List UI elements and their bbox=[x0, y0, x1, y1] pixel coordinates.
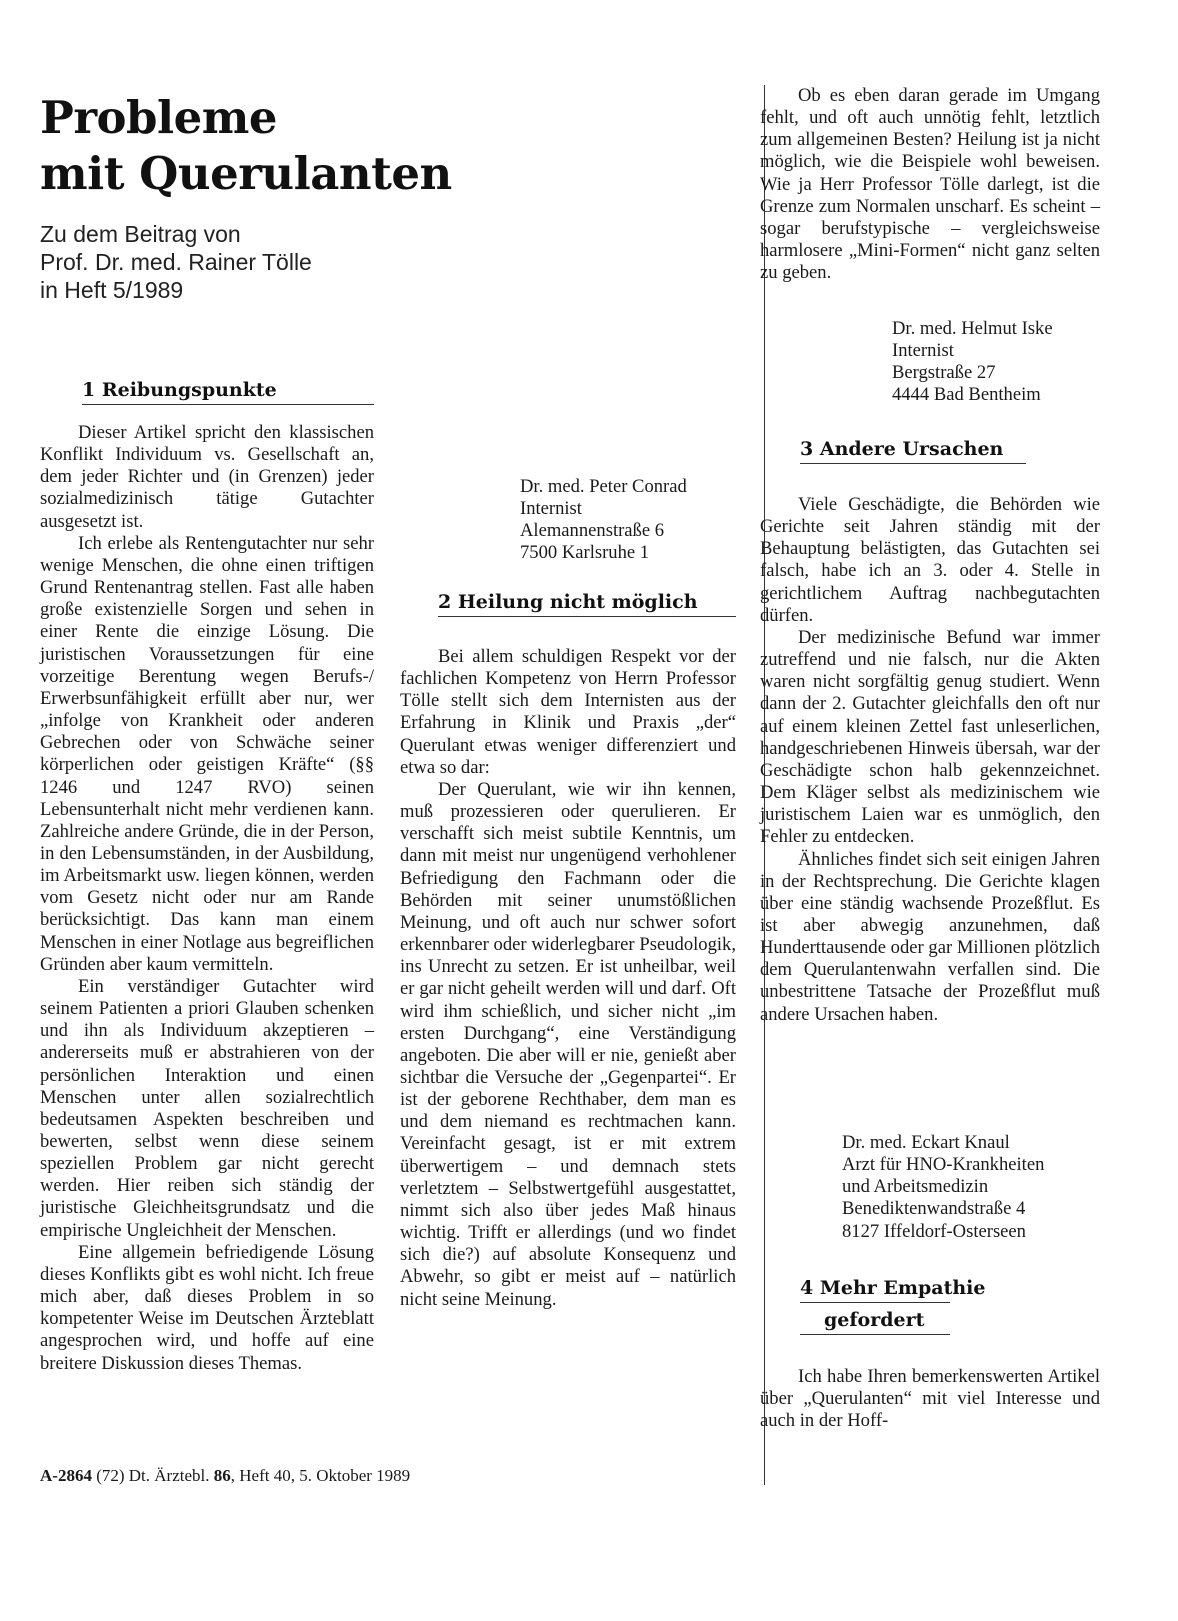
section-heading-2: 2 Heilung nicht möglich bbox=[438, 591, 698, 613]
signature-line: Benediktenwandstraße 4 bbox=[842, 1198, 1026, 1220]
paragraph: Eine allgemein befriedigende Lösung dieses Konflikts gibt es wohl nicht. Ich freue mich aber, daß dieses Problem in so kompetenter Weise im Deutschen Ärzteblatt angesprochen wird, und hoffe auf eine breitere Diskussion dieses Themas. bbox=[40, 1241, 374, 1374]
paragraph: Der Querulant, wie wir ihn kennen, muß prozessieren oder querulieren. Er verschafft sich meist subtile Kenntnis, um dann mit meist nur ungenügend verhohlener Befriedigung den Fachmann oder die Behörden mit seiner unumstößlichen Meinung, und oft auch nur schwer sofort erkennbarer oder widerlegbarer Pseudologik, ins Unrecht zu setzen. Er ist unheilbar, weil er gar nicht geheilt werden will und darf. Oft wird ihm schießlich, und sicher nicht „im ersten Durchgang“, eine Verständigung angeboten. Die aber will er nie, genießt aber sichtbar die Versuche der „Gegenpartei“. Er ist der geborene Rechthaber, dem man es und dem niemand es rechtmachen kann. Vereinfacht gesagt, ist er mit extrem überwertigem – und demnach stets verletztem – Selbstwertgefühl ausgestattet, nimmt sich also über jedes Maß hinaus wichtig. Trifft er allerdings (und wo findet sich die?) auf absolute Konsequenz und Abwehr, so gibt er meist auf – natürlich nicht seine Meinung. bbox=[400, 778, 736, 1310]
heading-rule-4b bbox=[800, 1334, 950, 1335]
paragraph: Ein verständiger Gutachter wird seinem Patienten a priori Glauben schenken und ihn als Individuum akzeptieren – andererseits muß er abstrahieren von der persönlichen Interaktion und einen Menschen unter allen sozialrechtlich bedeutsamen Aspekten beschreiben und bewerten, selbst wenn diese seinem speziellen Problem gar nicht gerecht werden. Hier reiben sich ständig der juristische Gleichheitsgrundsatz und die empirische Ungleichheit der Menschen. bbox=[40, 975, 374, 1241]
signature-line: Dr. med. Peter Conrad bbox=[520, 476, 687, 497]
section-heading-3: 3 Andere Ursachen bbox=[800, 438, 1004, 460]
signature-line: und Arbeitsmedizin bbox=[842, 1176, 989, 1198]
signature-line: 4444 Bad Bentheim bbox=[892, 384, 1041, 406]
paragraph: Bei allem schuldigen Respekt vor der fachlichen Kompetenz von Herrn Professor Tölle stellt sich dem Internisten aus der Erfahrung in Klinik und Praxis „der“ Querulant etwas weniger differenziert und etwa so dar: bbox=[400, 646, 736, 778]
heading-rule-1 bbox=[82, 404, 374, 405]
title-line-2: mit Querulanten bbox=[40, 147, 452, 200]
section-heading-4-line-1: 4 Mehr Empathie bbox=[800, 1277, 986, 1299]
signature-line: Dr. med. Helmut Iske bbox=[892, 318, 1053, 339]
signature-line: Dr. med. Eckart Knaul bbox=[842, 1132, 1010, 1153]
signature-line: 8127 Iffeldorf-Osterseen bbox=[842, 1220, 1026, 1242]
letter-4-body bbox=[760, 1366, 1100, 1432]
letter-2-body-col2 bbox=[400, 646, 736, 1311]
signature-line: Arzt für HNO-Krankheiten bbox=[842, 1154, 1045, 1176]
heading-rule-2 bbox=[438, 616, 736, 617]
footer-journal: (72) Dt. Ärztebl. bbox=[91, 1466, 214, 1485]
article-title bbox=[40, 90, 740, 202]
signature-2 bbox=[892, 318, 1053, 407]
heading-rule-4a bbox=[800, 1302, 950, 1303]
letter-3-body bbox=[760, 494, 1100, 1026]
subtitle-line-2: Prof. Dr. med. Rainer Tölle bbox=[40, 249, 312, 275]
letter-2-body-col3 bbox=[760, 85, 1100, 284]
page-footer bbox=[40, 1465, 410, 1487]
title-line-1: Probleme bbox=[40, 91, 277, 144]
paragraph: Der medizinische Befund war immer zutreffend und nie falsch, nur die Akten waren nicht sorgfältig genug studiert. Wenn dann der 2. Gutachter gleichfalls den oft nur auf einem kleinen Zettel fast unleserlichen, handgeschriebenen Hinweis übersah, war der Geschädigte schon halb gekennzeichnet. Dem Kläger selbst als medizinischem wie juristischem Laien war es unmöglich, den Fehler zu entdecken. bbox=[760, 626, 1100, 848]
paragraph: Dieser Artikel spricht den klassischen Konflikt Individuum vs. Gesellschaft an, dem jeder Richter und (in Grenzen) jeder sozialmedizinisch tätige Gutachter ausgesetzt ist. bbox=[40, 422, 374, 532]
footer-volume: 86 bbox=[213, 1466, 231, 1485]
section-heading-1: 1 Reibungspunkte bbox=[82, 379, 277, 401]
signature-1 bbox=[520, 476, 687, 565]
signature-3 bbox=[842, 1132, 1044, 1243]
letter-1-body-col1 bbox=[40, 422, 374, 1375]
paragraph: Ich erlebe als Rentengutachter nur sehr wenige Menschen, die ohne einen triftigen Grund Rentenantrag stellen. Fast alle haben große existenzielle Sorgen und sehen in einer Rente die einzige Lösung. Die juristischen Voraussetzungen für eine vorzeitige Berentung wegen Berufs-/ Erwerbsunfähigkeit erfüllt aber nur, wer „infolge von Krankheit oder anderen Gebrechen oder von Schwäche seiner körperlichen oder geistigen Kräfte“ (§§ 1246 und 1247 RVO) seinen Lebensunterhalt nicht mehr verdienen kann. Zahlreiche andere Gründe, die in der Person, in den Lebensumständen, in der Ausbildung, im Arbeitsmarkt usw. liegen können, werden vom Gesetz nicht oder nur am Rande berücksichtigt. Das kann man einem Menschen in einer Notlage aus begreiflichen Gründen aber kaum vermitteln. bbox=[40, 532, 374, 975]
subtitle-line-1: Zu dem Beitrag von bbox=[40, 221, 241, 247]
paragraph: Viele Geschädigte, die Behörden wie Gerichte seit Jahren ständig mit der Behauptung belästigten, das Gutachten sei falsch, habe ich an 3. oder 4. Stelle in gerichtlichem Auftrag nachbegutachten dürfen. bbox=[760, 494, 1100, 626]
signature-line: Bergstraße 27 bbox=[892, 362, 996, 384]
article-subtitle bbox=[40, 220, 440, 304]
footer-issue: , Heft 40, 5. Oktober 1989 bbox=[230, 1466, 411, 1485]
section-heading-4-line-2: gefordert bbox=[824, 1309, 925, 1331]
heading-rule-3 bbox=[800, 463, 1026, 464]
signature-line: Internist bbox=[892, 340, 954, 362]
signature-line: 7500 Karlsruhe 1 bbox=[520, 542, 650, 564]
signature-line: Internist bbox=[520, 498, 582, 520]
paragraph: Ob es eben daran gerade im Umgang fehlt, und oft auch unnötig fehlt, letztlich zum allgemeinen Besten? Heilung ist ja nicht möglich, wie die Beispiele wohl beweisen. Wie ja Herr Professor Tölle darlegt, ist die Grenze zum Normalen unscharf. Es scheint – sogar berufstypische – vergleichsweise harmlosere „Mini-Formen“ nicht ganz selten zu geben. bbox=[760, 85, 1100, 284]
signature-line: Alemannenstraße 6 bbox=[520, 520, 665, 542]
page-code: A-2864 bbox=[40, 1466, 92, 1485]
paragraph: Ich habe Ihren bemerkenswerten Artikel über „Querulanten“ mit viel Interesse und auch in der Hoff- bbox=[760, 1366, 1100, 1432]
paragraph: Ähnliches findet sich seit einigen Jahren in der Rechtsprechung. Die Gerichte klagen über eine ständig wachsende Prozeßflut. Es ist aber abwegig anzunehmen, daß Hunderttausende oder gar Millionen plötzlich dem Querulantenwahn verfallen sind. Die unbestrittene Tatsache der Prozeßflut muß andere Ursachen haben. bbox=[760, 848, 1100, 1025]
subtitle-line-3: in Heft 5/1989 bbox=[40, 277, 184, 303]
